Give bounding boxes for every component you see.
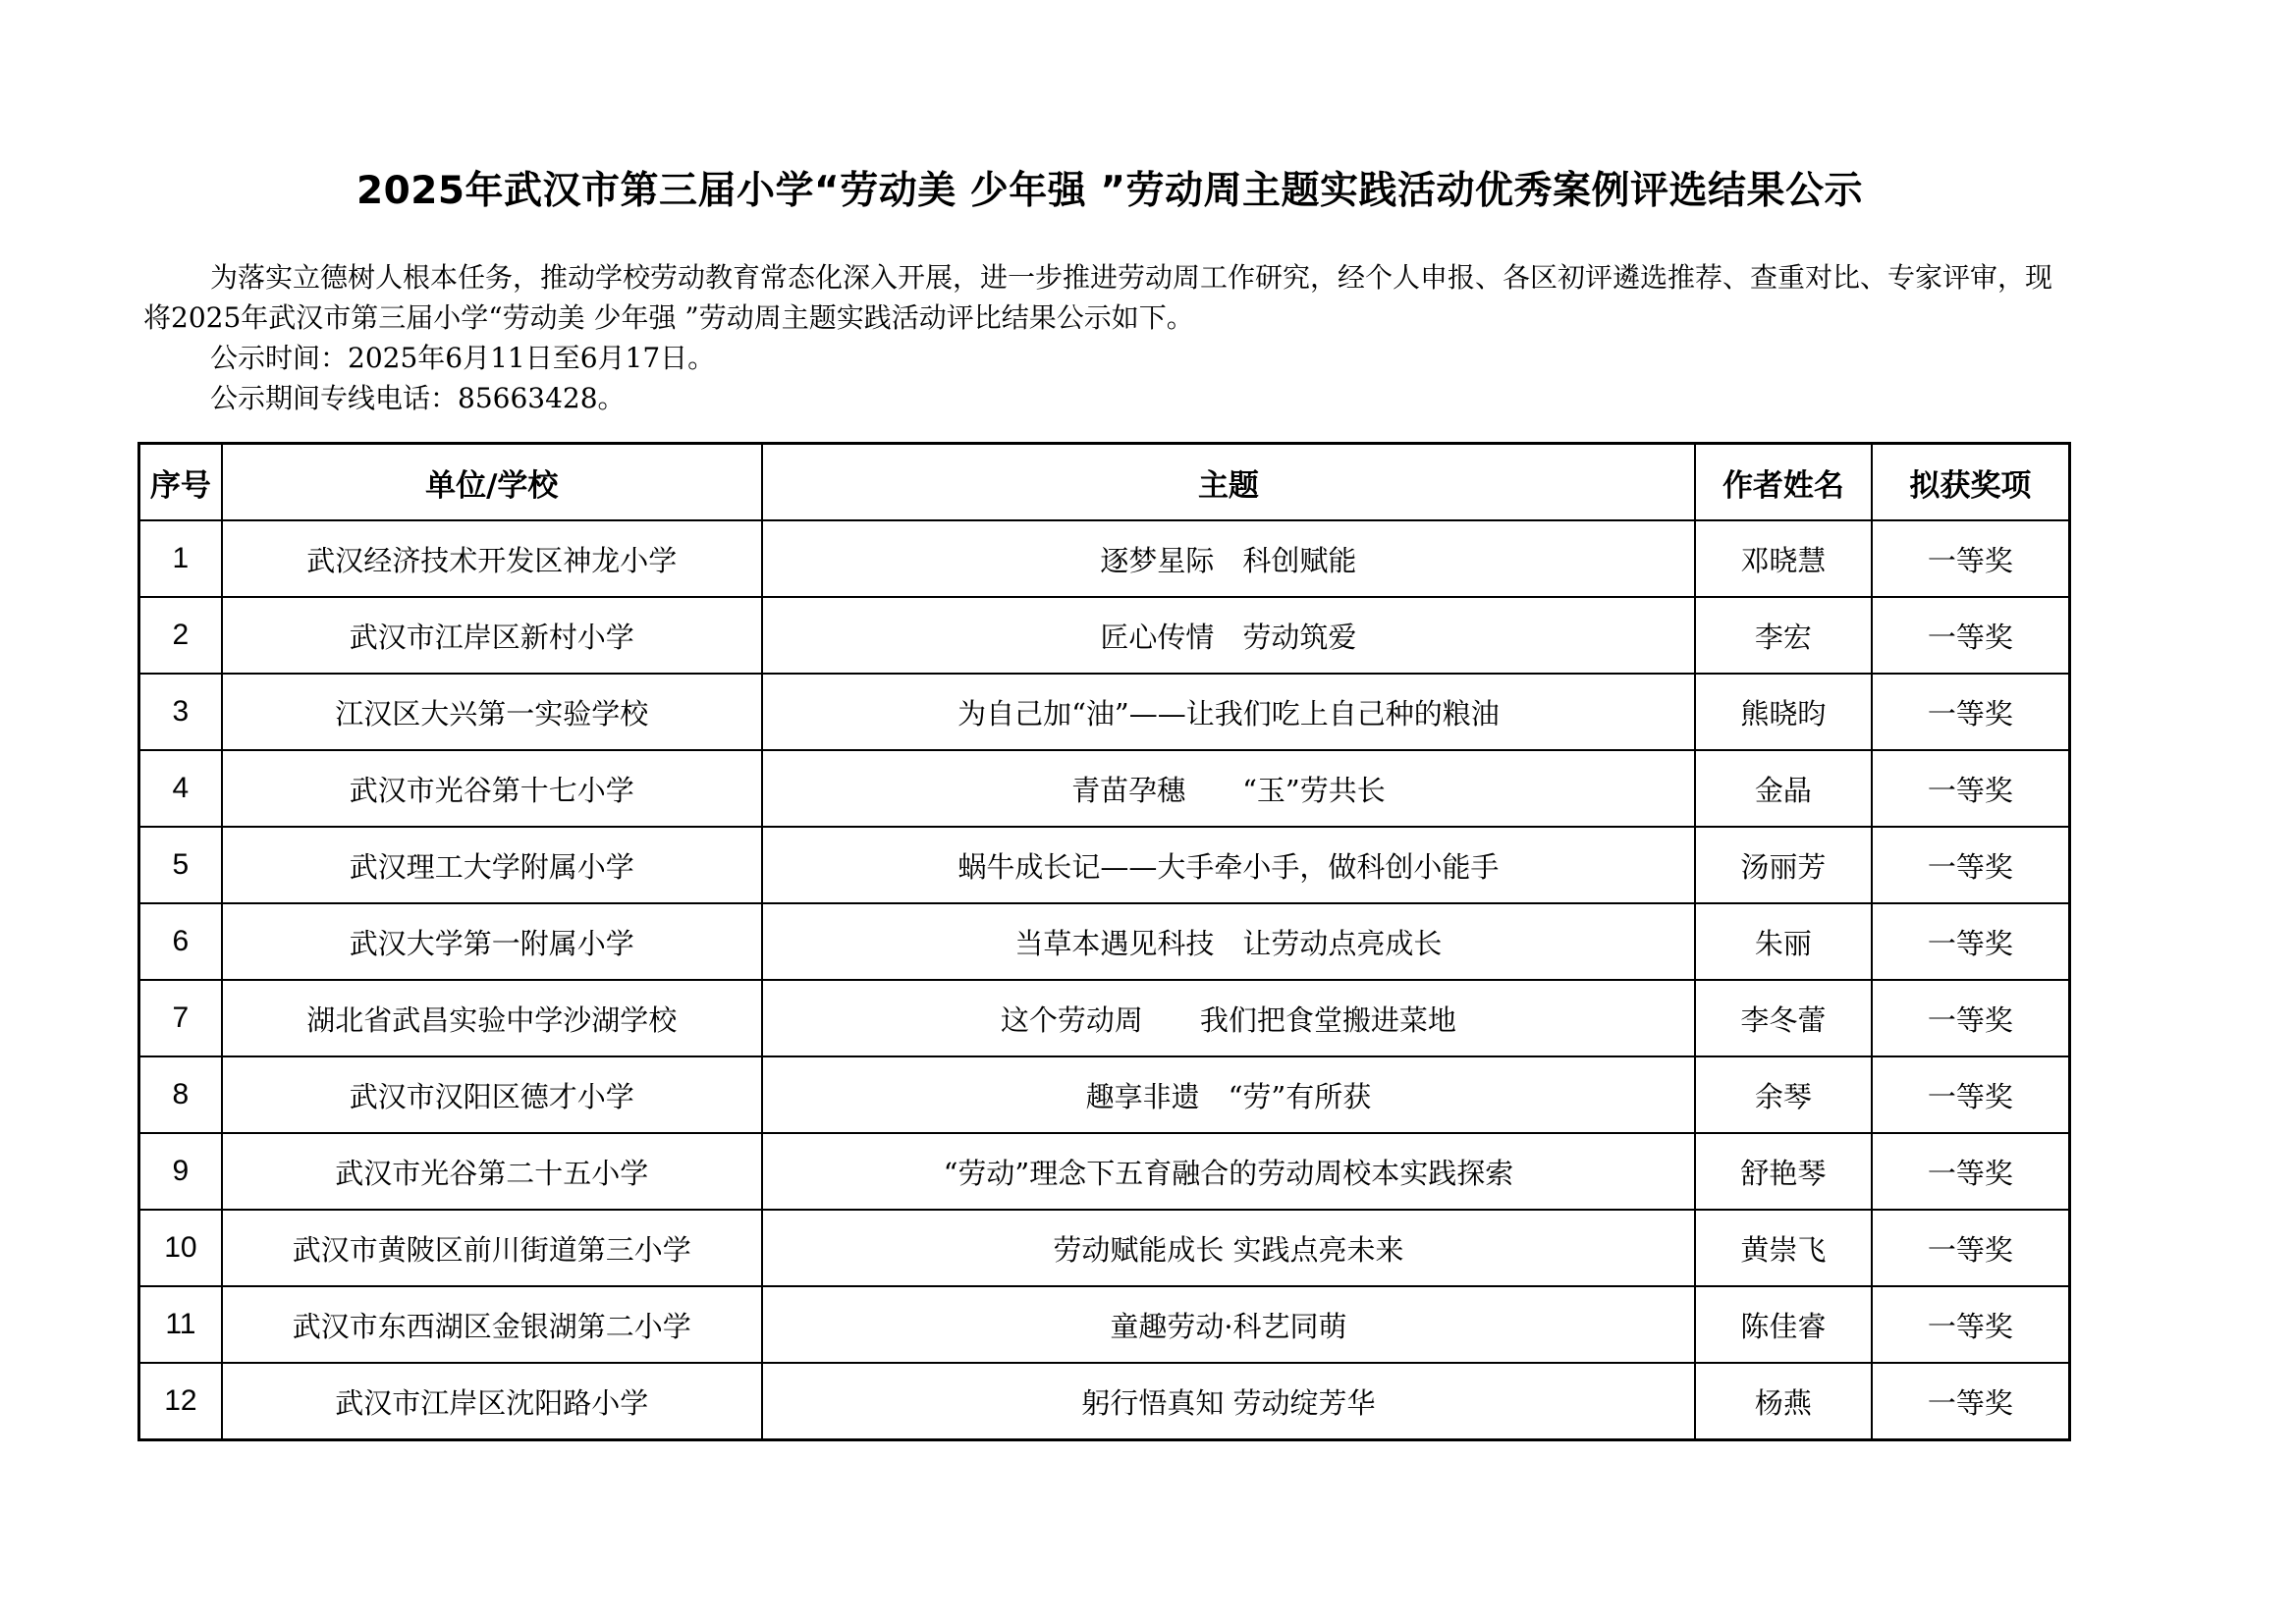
- cell-author: 李冬蕾: [1695, 980, 1872, 1056]
- cell-author: 金晶: [1695, 750, 1872, 827]
- cell-index: 4: [139, 750, 222, 827]
- cell-award: 一等奖: [1872, 1210, 2070, 1286]
- cell-index: 9: [139, 1133, 222, 1210]
- table-row: [139, 674, 2070, 750]
- table-row: [139, 1056, 2070, 1133]
- cell-index: 3: [139, 674, 222, 750]
- cell-index: 10: [139, 1210, 222, 1286]
- cell-school: 武汉市光谷第十七小学: [222, 750, 762, 827]
- cell-award: 一等奖: [1872, 750, 2070, 827]
- cell-author: 李宏: [1695, 597, 1872, 674]
- cell-school: 武汉理工大学附属小学: [222, 827, 762, 903]
- header-author: 作者姓名: [1695, 444, 1872, 521]
- cell-school: 武汉经济技术开发区神龙小学: [222, 520, 762, 597]
- cell-theme: 童趣劳动·科艺同萌: [762, 1286, 1695, 1363]
- cell-index: 8: [139, 1056, 222, 1133]
- cell-theme: 趣享非遗 “劳”有所获: [762, 1056, 1695, 1133]
- header-school: 单位/学校: [222, 444, 762, 521]
- cell-index: 5: [139, 827, 222, 903]
- cell-index: 12: [139, 1363, 222, 1440]
- intro-paragraph: 为落实立德树人根本任务，推动学校劳动教育常态化深入开展，进一步推进劳动周工作研究，经个人申报、各区初评遴选推荐、查重对比、专家评审，现将2025年武汉市第三届小学“劳动美 少年强 ”劳动周主题实践活动评比结果公示如下。: [143, 261, 2053, 334]
- cell-school: 武汉市黄陂区前川街道第三小学: [222, 1210, 762, 1286]
- cell-award: 一等奖: [1872, 1363, 2070, 1440]
- cell-author: 黄崇飞: [1695, 1210, 1872, 1286]
- header-award: 拟获奖项: [1872, 444, 2070, 521]
- cell-theme: 劳动赋能成长 实践点亮未来: [762, 1210, 1695, 1286]
- cell-school: 武汉市江岸区新村小学: [222, 597, 762, 674]
- table-row: [139, 1363, 2070, 1440]
- header-theme: 主题: [762, 444, 1695, 521]
- cell-author: 舒艳琴: [1695, 1133, 1872, 1210]
- cell-theme: 逐梦星际 科创赋能: [762, 520, 1695, 597]
- cell-author: 陈佳睿: [1695, 1286, 1872, 1363]
- cell-index: 1: [139, 520, 222, 597]
- cell-theme: 为自己加“油”——让我们吃上自己种的粮油: [762, 674, 1695, 750]
- table-row: [139, 520, 2070, 597]
- cell-award: 一等奖: [1872, 520, 2070, 597]
- table-row: [139, 827, 2070, 903]
- cell-theme: 青苗孕穗 “玉”劳共长: [762, 750, 1695, 827]
- cell-school: 武汉大学第一附属小学: [222, 903, 762, 980]
- table-body: [139, 520, 2070, 1440]
- cell-theme: 这个劳动周 我们把食堂搬进菜地: [762, 980, 1695, 1056]
- cell-award: 一等奖: [1872, 597, 2070, 674]
- table-row: [139, 980, 2070, 1056]
- cell-school: 江汉区大兴第一实验学校: [222, 674, 762, 750]
- cell-school: 武汉市汉阳区德才小学: [222, 1056, 762, 1133]
- cell-award: 一等奖: [1872, 1286, 2070, 1363]
- cell-theme: “劳动”理念下五育融合的劳动周校本实践探索: [762, 1133, 1695, 1210]
- table-row: [139, 750, 2070, 827]
- table-header-row: [139, 444, 2070, 521]
- cell-school: 湖北省武昌实验中学沙湖学校: [222, 980, 762, 1056]
- cell-school: 武汉市江岸区沈阳路小学: [222, 1363, 762, 1440]
- cell-index: 2: [139, 597, 222, 674]
- cell-index: 7: [139, 980, 222, 1056]
- cell-school: 武汉市光谷第二十五小学: [222, 1133, 762, 1210]
- notice-period: 公示时间：2025年6月11日至6月17日。: [210, 342, 716, 374]
- table-row: [139, 1133, 2070, 1210]
- cell-award: 一等奖: [1872, 1056, 2070, 1133]
- cell-index: 11: [139, 1286, 222, 1363]
- cell-index: 6: [139, 903, 222, 980]
- cell-award: 一等奖: [1872, 980, 2070, 1056]
- intro-section: [143, 257, 2068, 418]
- table-row: [139, 597, 2070, 674]
- cell-theme: 匠心传情 劳动筑爱: [762, 597, 1695, 674]
- page-title: 2025年武汉市第三届小学“劳动美 少年强 ”劳动周主题实践活动优秀案例评选结果公示: [356, 169, 1863, 213]
- cell-author: 余琴: [1695, 1056, 1872, 1133]
- cell-award: 一等奖: [1872, 1133, 2070, 1210]
- table-row: [139, 1286, 2070, 1363]
- cell-award: 一等奖: [1872, 827, 2070, 903]
- cell-author: 杨燕: [1695, 1363, 1872, 1440]
- notice-phone: 公示期间专线电话：85663428。: [210, 382, 626, 414]
- cell-school: 武汉市东西湖区金银湖第二小学: [222, 1286, 762, 1363]
- header-index: 序号: [139, 444, 222, 521]
- cell-theme: 蜗牛成长记——大手牵小手，做科创小能手: [762, 827, 1695, 903]
- awards-table: [137, 442, 2071, 1441]
- cell-theme: 当草本遇见科技 让劳动点亮成长: [762, 903, 1695, 980]
- cell-author: 熊晓昀: [1695, 674, 1872, 750]
- table-row: [139, 1210, 2070, 1286]
- table-row: [139, 903, 2070, 980]
- cell-award: 一等奖: [1872, 903, 2070, 980]
- cell-award: 一等奖: [1872, 674, 2070, 750]
- cell-author: 朱丽: [1695, 903, 1872, 980]
- cell-theme: 躬行悟真知 劳动绽芳华: [762, 1363, 1695, 1440]
- cell-author: 汤丽芳: [1695, 827, 1872, 903]
- cell-author: 邓晓慧: [1695, 520, 1872, 597]
